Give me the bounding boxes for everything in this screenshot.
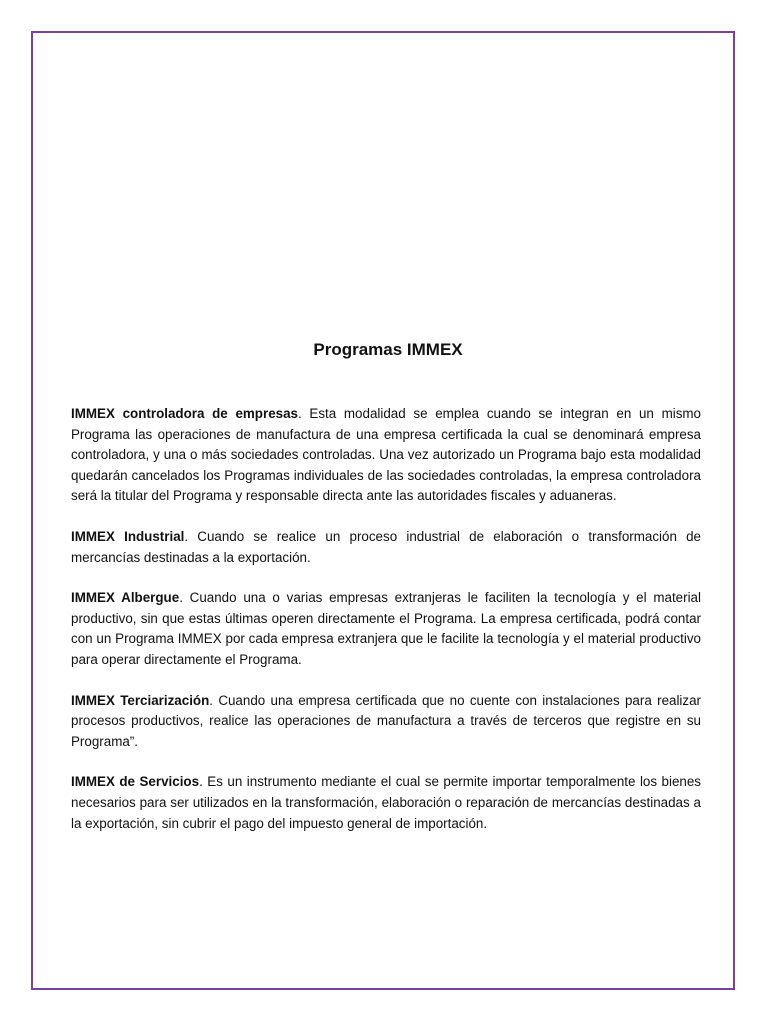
section-term: IMMEX controladora de empresas: [71, 406, 298, 421]
section-servicios: [71, 772, 701, 834]
section-term: IMMEX Albergue: [71, 590, 180, 606]
document-body: [71, 340, 701, 854]
section-text: . Es un instrumento mediante el cual se permite importar temporalmente los bienes necesarios para ser utilizados en la transformación, elaboración o reparación de mercancías destinadas a la exportación, sin cubrir el pago del impuesto general de importación.: [71, 774, 702, 831]
section-text: . Cuando se realice un proceso industrial de elaboración o transformación de mercancías destinadas a la exportación.: [71, 528, 701, 565]
document-title: Programas IMMEX: [313, 340, 463, 359]
section-text: . Cuando una o varias empresas extranjeras le faciliten la tecnología y el material productivo, sin que estas últimas operen directamente el Programa. La empresa certificada, podrá contar con un Programa IMMEX por cada empresa extranjera que le facilite la tecnología y el material productivo para operar directamente el Programa.: [71, 590, 701, 667]
section-industrial: [71, 527, 701, 568]
section-term: IMMEX Terciarización: [71, 692, 210, 708]
section-terciarizacion: [71, 691, 701, 753]
section-text: . Cuando una empresa certificada que no cuente con instalaciones para realizar procesos productivos, realice las operaciones de manufactura a través de terceros que registre en su Programa”.: [71, 692, 702, 749]
section-albergue: [71, 588, 701, 670]
section-term: IMMEX Industrial: [71, 528, 185, 544]
section-text: . Esta modalidad se emplea cuando se integran en un mismo Programa las operaciones de manufactura de una empresa certificada la cual se denominará empresa controladora, y una o más sociedades controladas. Una vez autorizado un Programa bajo esta modalidad quedarán cancelados los Programas individuales de las sociedades controladas, la empresa controladora será la titular del Programa y responsable directa ante las autoridades fiscales y aduaneras.: [71, 406, 701, 504]
section-controladora: [71, 404, 701, 507]
section-term: IMMEX de Servicios: [71, 774, 200, 790]
